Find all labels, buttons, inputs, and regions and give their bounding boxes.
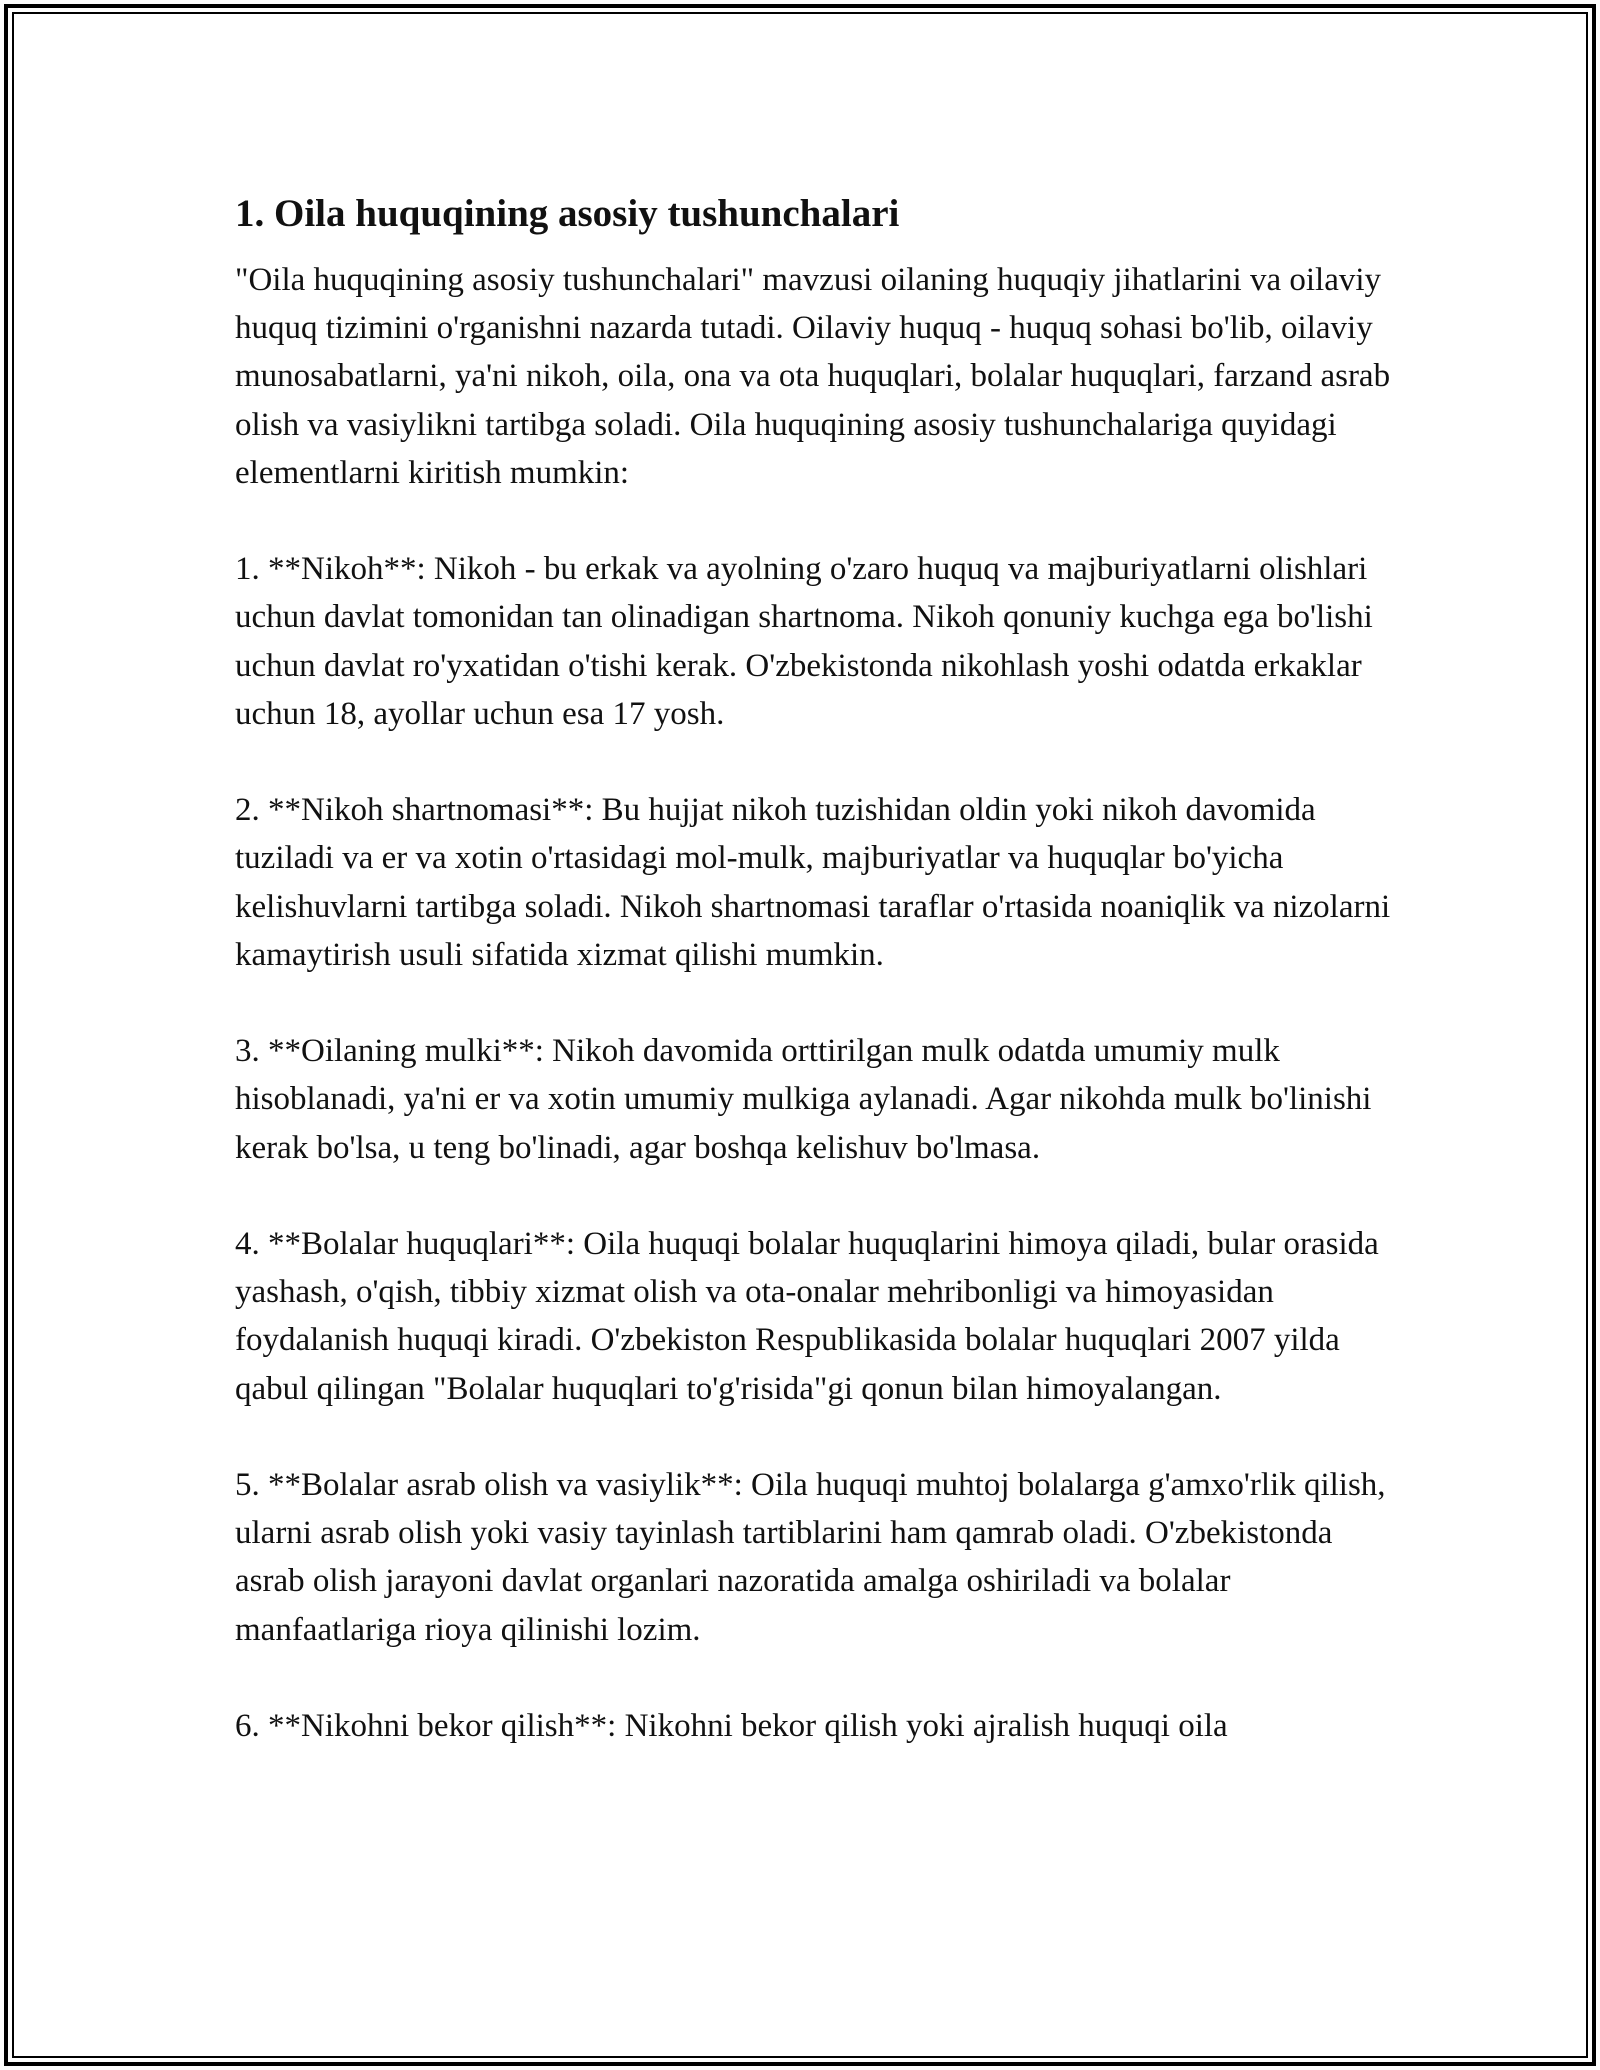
document-body [235,188,1395,1798]
paragraph-nikoh-shartnomasi: 2. **Nikoh shartnomasi**: Bu hujjat nikoh tuzishidan oldin yoki nikoh davomida tuziladi va er va xotin o'rtasidagi mol-mulk, majburiyatlar va huquqlar bo'yicha kelishuvlarni tartibga soladi. Nikoh shartnomasi taraflar o'rtasida noaniqlik va nizolarni kamaytirish usuli sifatida xizmat qilishi mumkin. [235,792,1391,973]
section-title: 1. Oila huquqining asosiy tushunchalari [235,192,900,235]
paragraph-nikohni-bekor-qilish: 6. **Nikohni bekor qilish**: Nikohni bekor qilish yoki ajralish huquqi oila [235,1708,1228,1744]
paragraph-asrab-olish: 5. **Bolalar asrab olish va vasiylik**: Oila huquqi muhtoj bolalarga g'amxo'rlik qilish, ularni asrab olish yoki vasiy tayinlash tartiblarini ham qamrab oladi. O'zbekistonda asrab olish jarayoni davlat organlari nazoratida amalga oshiriladi va bolalar manfaatlariga rioya qilinishi lozim. [235,1467,1386,1648]
paragraph-bolalar-huquqlari: 4. **Bolalar huquqlari**: Oila huquqi bolalar huquqlarini himoya qiladi, bular orasida yashash, o'qish, tibbiy xizmat olish va ota-onalar mehribonligi va himoyasidan foydalanish huquqi kiradi. O'zbekiston Respublikasida bolalar huquqlari 2007 yilda qabul qilingan "Bolalar huquqlari to'g'risida"gi qonun bilan himoyalangan. [235,1226,1379,1407]
paragraph-nikoh: 1. **Nikoh**: Nikoh - bu erkak va ayolning o'zaro huquq va majburiyatlarni olishlari uchun davlat tomonidan tan olinadigan shartnoma. Nikoh qonuniy kuchga ega bo'lishi uchun davlat ro'yxatidan o'tishi kerak. O'zbekistonda nikohlash yoshi odatda erkaklar uchun 18, ayollar uchun esa 17 yosh. [235,551,1373,732]
intro-paragraph: "Oila huquqining asosiy tushunchalari" mavzusi oilaning huquqiy jihatlarini va oilaviy huquq tizimini o'rganishni nazarda tutadi. Oilaviy huquq - huquq sohasi bo'lib, oilaviy munosabatlarni, ya'ni nikoh, oila, ona va ota huquqlari, bolalar huquqlari, farzand asrab olish va vasiylikni tartibga soladi. Oila huquqining asosiy tushunchalariga quyidagi elementlarni kiritish mumkin: [235,262,1391,491]
paragraph-oilaning-mulki: 3. **Oilaning mulki**: Nikoh davomida orttirilgan mulk odatda umumiy mulk hisoblanadi, ya'ni er va xotin umumiy mulkiga aylanadi. Agar nikohda mulk bo'linishi kerak bo'lsa, u teng bo'linadi, agar boshqa kelishuv bo'lmasa. [235,1033,1372,1166]
